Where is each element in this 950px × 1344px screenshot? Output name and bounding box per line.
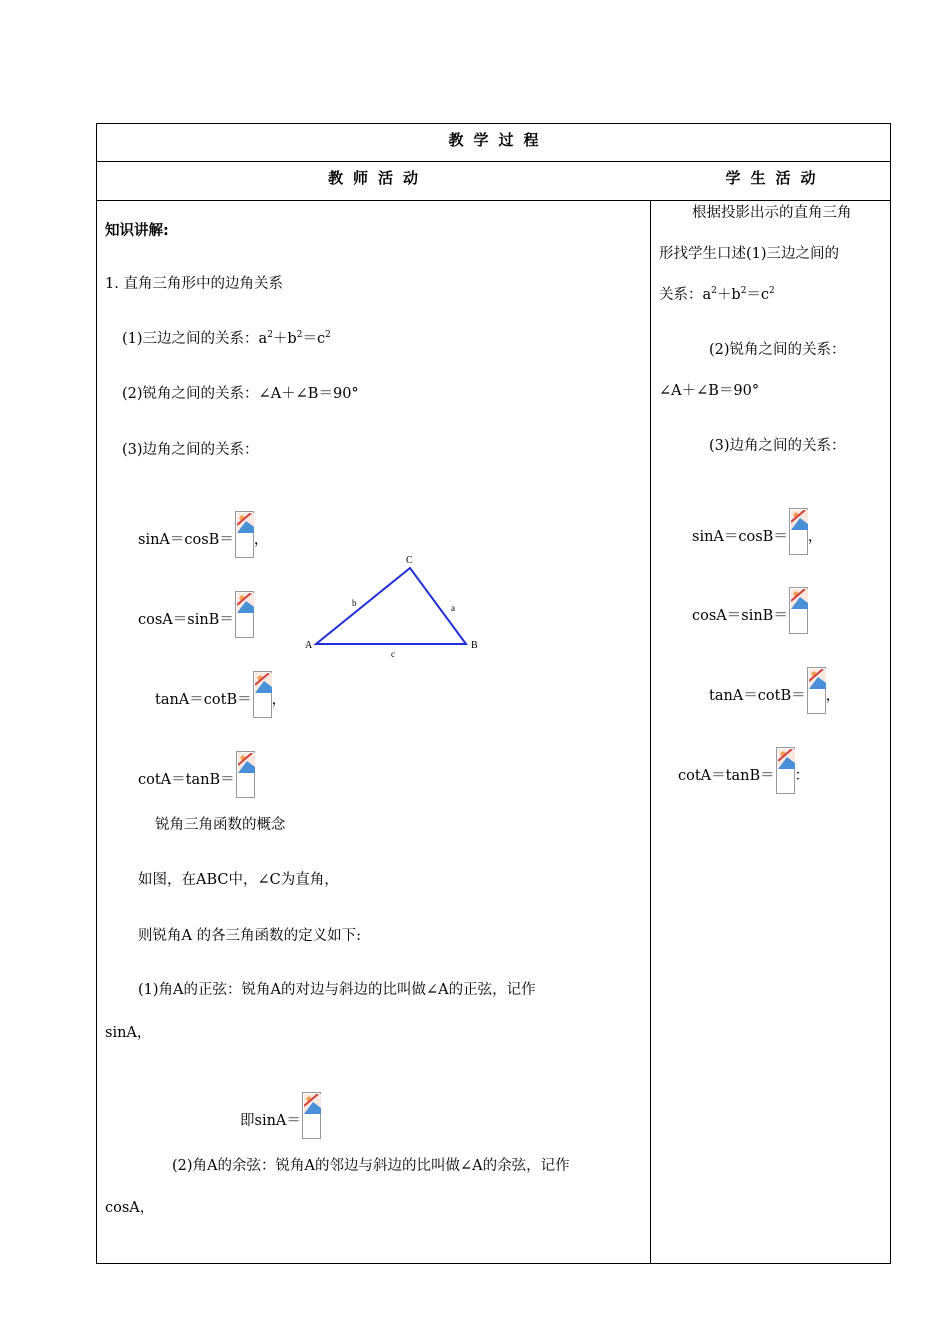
table-title: 教学过程 [448, 131, 549, 149]
column-divider [650, 201, 651, 1263]
student-equation-cos: cosA＝sinB＝ [692, 587, 808, 634]
student-relation-sides: 关系：$a^2+b^2=c^2$ [659, 286, 775, 303]
broken-image-icon [236, 751, 255, 798]
broken-image-icon [789, 587, 808, 634]
equation-cot: cotA＝tanB＝ [138, 751, 255, 798]
broken-image-icon [776, 747, 795, 794]
side-label-b: b [352, 598, 357, 608]
vertex-label-c: C [406, 555, 413, 566]
broken-image-icon [807, 667, 826, 714]
equation-sin: sinA＝cosB＝ ， [138, 511, 268, 558]
student-equation-sin: sinA＝cosB＝ ， [692, 508, 822, 555]
concept-line: 则锐角A 的各三角函数的定义如下: [138, 928, 361, 944]
definition-cos: (2)角A的余弦：锐角A的邻边与斜边的比叫做∠A的余弦，记作 [172, 1158, 570, 1174]
student-relation-angles: (2)锐角之间的关系： [709, 342, 846, 358]
relation-sides: (1)三边之间的关系：$a^2+b^2=c^2$ [122, 330, 331, 347]
side-label-a: a [451, 603, 455, 613]
concept-line: 如图，在ABC中，∠C为直角， [138, 872, 339, 888]
triangle-shape [316, 568, 466, 644]
student-relation-side-angle: (3)边角之间的关系： [709, 438, 846, 454]
equation-tan: tanA＝cotB＝ ， [155, 671, 286, 718]
student-column-header: 学生活动 [725, 169, 826, 187]
section-title: 知识讲解: [105, 223, 169, 239]
row-divider [97, 161, 890, 162]
vertex-label-a: A [305, 640, 313, 651]
student-equation-cot: cotA＝tanB＝ ： [678, 747, 809, 794]
definition-sin-formula: 即sinA＝ [240, 1092, 321, 1139]
student-equation-tan: tanA＝cotB＝ ， [709, 667, 840, 714]
equation-cos: cosA＝sinB＝ [138, 591, 254, 638]
student-text: 形找学生口述(1)三边之间的 [659, 246, 840, 262]
side-label-c: c [391, 649, 395, 658]
item-title: 1. 直角三角形中的边角关系 [105, 276, 283, 292]
concept-title: 锐角三角函数的概念 [155, 817, 286, 833]
relation-angles: (2)锐角之间的关系：∠A＋∠B＝90° [122, 386, 359, 402]
row-divider [97, 200, 890, 201]
broken-image-icon [253, 671, 272, 718]
right-triangle-diagram [300, 548, 490, 658]
broken-image-icon [235, 591, 254, 638]
broken-image-icon [789, 508, 808, 555]
definition-sin: (1)角A的正弦：锐角A的对边与斜边的比叫做∠A的正弦，记作 [138, 982, 536, 998]
student-text: 根据投影出示的直角三角 [692, 205, 852, 221]
definition-sin-cont: sinA， [105, 1025, 152, 1041]
broken-image-icon [235, 511, 254, 558]
definition-cos-cont: cosA， [105, 1200, 155, 1216]
student-relation-angles-cont: ∠A＋∠B＝90° [659, 383, 760, 399]
teacher-column-header: 教师活动 [327, 169, 428, 187]
vertex-label-b: B [471, 640, 478, 651]
relation-side-angle: (3)边角之间的关系： [122, 442, 259, 458]
broken-image-icon [302, 1092, 321, 1139]
